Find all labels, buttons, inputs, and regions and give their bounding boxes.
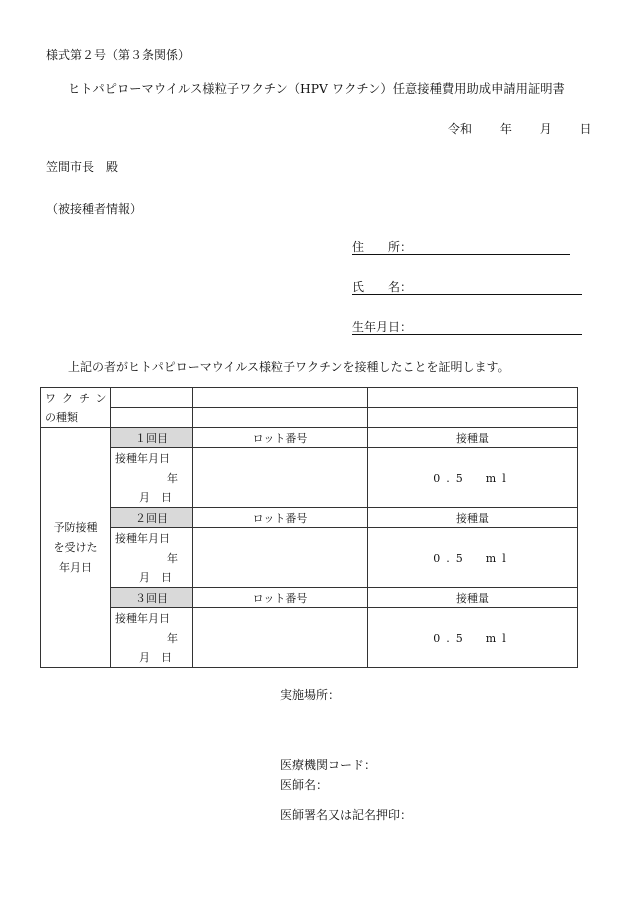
injection-date-label: 年月日 — [59, 560, 92, 574]
table-row — [41, 588, 578, 608]
amount-header: 接種量 — [368, 428, 578, 448]
month-day-label[interactable]: 月 日 — [111, 648, 193, 668]
dose-label: ３回目 — [111, 588, 193, 608]
lot-number-cell[interactable] — [193, 608, 368, 668]
recipient-section-label: （被接種者情報） — [46, 202, 143, 216]
date-month: 月 — [539, 122, 552, 136]
year-label[interactable]: 年 — [111, 468, 193, 488]
date-year: 年 — [499, 122, 512, 136]
injection-date-label: 接種年月日 — [111, 528, 193, 548]
injection-date-label: 接種年月日 — [111, 448, 193, 468]
birthdate-field[interactable] — [352, 318, 412, 335]
injection-date-label: を受けた — [53, 540, 98, 554]
table-row — [41, 448, 578, 468]
lot-number-cell[interactable] — [193, 528, 368, 588]
name-field[interactable] — [352, 278, 412, 295]
date-line — [448, 120, 592, 137]
table-row — [41, 388, 578, 408]
amount-header: 接種量 — [368, 588, 578, 608]
year-label[interactable]: 年 — [111, 628, 193, 648]
lot-number-cell[interactable] — [193, 448, 368, 508]
vaccination-record-table — [40, 387, 578, 668]
form-number: 様式第２号（第３条関係） — [46, 48, 191, 62]
date-era: 令和 — [448, 122, 473, 136]
table-row — [41, 528, 578, 548]
addressee: 笠間市長 殿 — [46, 160, 119, 174]
month-day-label[interactable]: 月 日 — [111, 568, 193, 588]
vaccine-type-label: ワクチン — [41, 388, 111, 408]
amount-value: 0.5 ml — [368, 448, 578, 508]
table-row — [41, 508, 578, 528]
address-label: 住 所： — [352, 240, 413, 254]
vaccine-type-cell[interactable] — [193, 408, 368, 428]
year-label[interactable]: 年 — [111, 548, 193, 568]
document-title: ヒトパピローマウイルス様粒子ワクチン（HPV ワクチン）任意接種費用助成申請用証明書 — [68, 82, 565, 96]
amount-value: 0.5 ml — [368, 528, 578, 588]
address-field[interactable] — [352, 238, 412, 255]
place-label: 実施場所： — [280, 688, 341, 702]
table-row — [41, 428, 578, 448]
vaccine-type-label: の種類 — [41, 408, 111, 428]
name-underline — [352, 294, 582, 295]
dose-label: ２回目 — [111, 508, 193, 528]
dose-label: １回目 — [111, 428, 193, 448]
table-row — [41, 608, 578, 628]
injection-date-label-cell — [41, 428, 111, 668]
month-day-label[interactable]: 月 日 — [111, 488, 193, 508]
date-day: 日 — [579, 122, 592, 136]
amount-value: 0.5 ml — [368, 608, 578, 668]
doctor-signature-label: 医師署名又は記名押印： — [280, 808, 413, 822]
vaccine-type-cell[interactable] — [111, 408, 193, 428]
vaccine-type-cell[interactable] — [111, 388, 193, 408]
name-label: 氏 名： — [352, 280, 413, 294]
doctor-name-label: 医師名： — [280, 778, 329, 792]
address-underline — [352, 254, 570, 255]
injection-date-label: 予防接種 — [53, 520, 98, 534]
lot-number-header: ロット番号 — [193, 428, 368, 448]
lot-number-header: ロット番号 — [193, 588, 368, 608]
facility-code-label: 医療機関コード： — [280, 758, 377, 772]
injection-date-label: 接種年月日 — [111, 608, 193, 628]
vaccine-type-cell[interactable] — [193, 388, 368, 408]
table-row — [41, 408, 578, 428]
amount-header: 接種量 — [368, 508, 578, 528]
certification-text: 上記の者がヒトパピローマウイルス様粒子ワクチンを接種したことを証明します。 — [68, 360, 510, 374]
birthdate-underline — [352, 334, 582, 335]
vaccine-type-cell[interactable] — [368, 388, 578, 408]
lot-number-header: ロット番号 — [193, 508, 368, 528]
birthdate-label: 生年月日： — [352, 320, 413, 334]
vaccine-type-cell[interactable] — [368, 408, 578, 428]
